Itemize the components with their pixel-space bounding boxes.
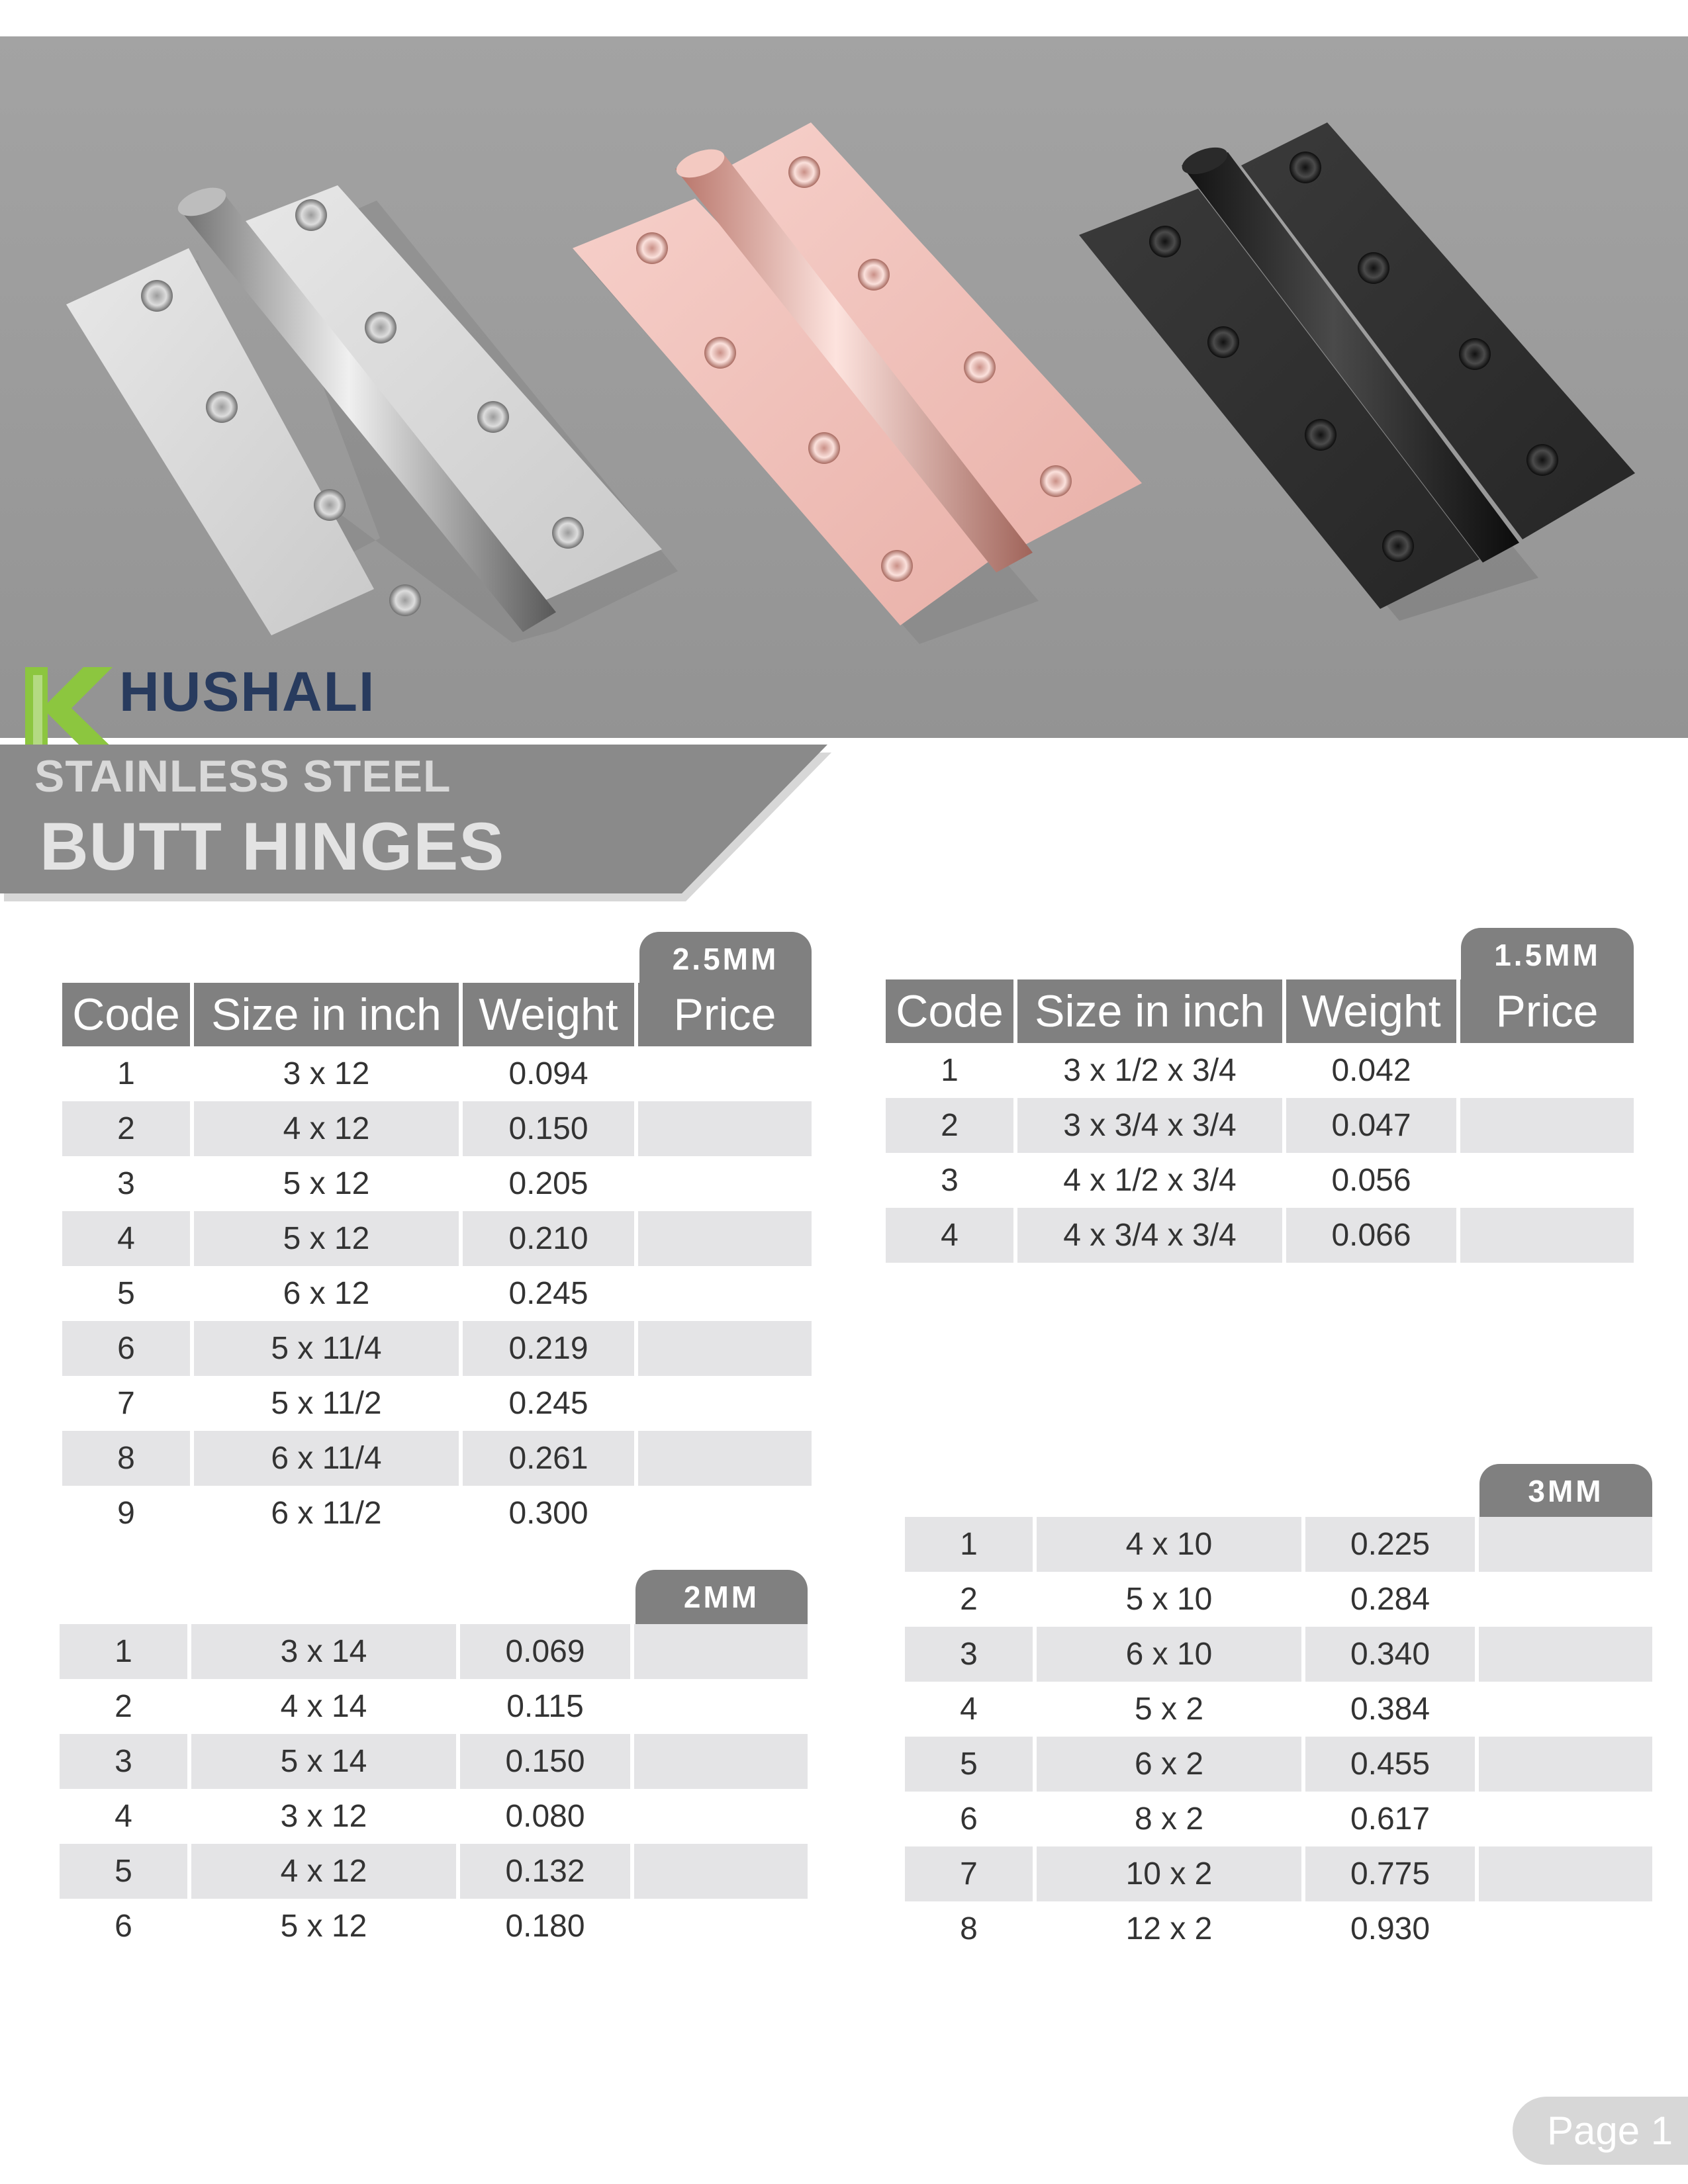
cell-price — [632, 1734, 808, 1789]
cell-price — [1458, 1098, 1634, 1153]
table-tab-2mm: 2MM — [635, 1570, 808, 1624]
table-row — [62, 1211, 812, 1266]
cell-size: 6 x 11/4 — [192, 1431, 461, 1486]
header-size: Size in inch — [192, 983, 461, 1046]
header-price: Price — [1458, 979, 1634, 1043]
cell-code: 5 — [62, 1266, 192, 1321]
cell-price — [1477, 1792, 1652, 1846]
cell-size: 6 x 11/2 — [192, 1486, 461, 1541]
cell-code: 3 — [60, 1734, 189, 1789]
cell-price — [1458, 1153, 1634, 1208]
cell-price — [632, 1789, 808, 1844]
cell-code: 9 — [62, 1486, 192, 1541]
table-row — [60, 1679, 808, 1734]
cell-size: 4 x 1/2 x 3/4 — [1015, 1153, 1284, 1208]
cell-code: 1 — [60, 1624, 189, 1679]
table-tab-2-5mm: 2.5MM — [639, 932, 812, 986]
table-row — [62, 1156, 812, 1211]
cell-code: 4 — [905, 1682, 1035, 1737]
table-row — [886, 1098, 1634, 1153]
header-price: Price — [636, 983, 812, 1046]
cell-code: 1 — [886, 1043, 1015, 1098]
cell-size: 5 x 12 — [192, 1211, 461, 1266]
cell-price — [636, 1486, 812, 1541]
cell-weight: 0.132 — [458, 1844, 632, 1899]
cell-code: 3 — [905, 1627, 1035, 1682]
cell-code: 7 — [62, 1376, 192, 1431]
header-weight: Weight — [461, 983, 636, 1046]
cell-weight: 0.225 — [1303, 1517, 1477, 1572]
cell-code: 3 — [886, 1153, 1015, 1208]
table-tab-1-5mm: 1.5MM — [1461, 928, 1634, 982]
table-row — [905, 1572, 1652, 1627]
cell-code: 1 — [905, 1517, 1035, 1572]
cell-weight: 0.284 — [1303, 1572, 1477, 1627]
cell-weight: 0.300 — [461, 1486, 636, 1541]
cell-size: 5 x 12 — [192, 1156, 461, 1211]
table-row — [62, 1431, 812, 1486]
cell-weight: 0.930 — [1303, 1901, 1477, 1956]
cell-weight: 0.180 — [458, 1899, 632, 1954]
table-row — [60, 1734, 808, 1789]
table-row — [905, 1682, 1652, 1737]
table-row — [60, 1789, 808, 1844]
cell-size: 5 x 14 — [189, 1734, 458, 1789]
cell-weight: 0.775 — [1303, 1846, 1477, 1901]
cell-code: 6 — [62, 1321, 192, 1376]
cell-weight: 0.455 — [1303, 1737, 1477, 1792]
cell-code: 1 — [62, 1046, 192, 1101]
table-row — [886, 1153, 1634, 1208]
cell-size: 4 x 3/4 x 3/4 — [1015, 1208, 1284, 1263]
cell-size: 6 x 2 — [1035, 1737, 1303, 1792]
cell-code: 2 — [886, 1098, 1015, 1153]
cell-weight: 0.094 — [461, 1046, 636, 1101]
table-row — [905, 1737, 1652, 1792]
cell-price — [632, 1624, 808, 1679]
cell-weight: 0.219 — [461, 1321, 636, 1376]
cell-weight: 0.261 — [461, 1431, 636, 1486]
table-row — [62, 1486, 812, 1541]
cell-size: 5 x 11/4 — [192, 1321, 461, 1376]
cell-price — [636, 1431, 812, 1486]
cell-size: 10 x 2 — [1035, 1846, 1303, 1901]
cell-code: 2 — [60, 1679, 189, 1734]
header-weight: Weight — [1284, 979, 1458, 1043]
cell-weight: 0.080 — [458, 1789, 632, 1844]
cell-code: 6 — [60, 1899, 189, 1954]
table-row — [905, 1627, 1652, 1682]
cell-weight: 0.245 — [461, 1376, 636, 1431]
cell-price — [632, 1679, 808, 1734]
cell-size: 3 x 3/4 x 3/4 — [1015, 1098, 1284, 1153]
table-row — [62, 1101, 812, 1156]
cell-code: 5 — [905, 1737, 1035, 1792]
cell-size: 4 x 10 — [1035, 1517, 1303, 1572]
cell-weight: 0.245 — [461, 1266, 636, 1321]
page-number: Page 1 — [1513, 2097, 1688, 2165]
table-header-row — [62, 983, 812, 1046]
cell-code: 5 — [60, 1844, 189, 1899]
cell-price — [1458, 1043, 1634, 1098]
header-size: Size in inch — [1015, 979, 1284, 1043]
header-code: Code — [886, 979, 1015, 1043]
cell-size: 8 x 2 — [1035, 1792, 1303, 1846]
header-code: Code — [62, 983, 192, 1046]
cell-weight: 0.056 — [1284, 1153, 1458, 1208]
cell-price — [632, 1899, 808, 1954]
spec-table-3mm — [905, 1517, 1652, 1956]
cell-weight: 0.210 — [461, 1211, 636, 1266]
cell-price — [1477, 1737, 1652, 1792]
cell-weight: 0.042 — [1284, 1043, 1458, 1098]
table-row — [60, 1624, 808, 1679]
table-row — [886, 1208, 1634, 1263]
table-row — [905, 1792, 1652, 1846]
cell-size: 3 x 12 — [192, 1046, 461, 1101]
cell-weight: 0.205 — [461, 1156, 636, 1211]
cell-price — [1477, 1627, 1652, 1682]
cell-price — [1477, 1846, 1652, 1901]
cell-size: 5 x 10 — [1035, 1572, 1303, 1627]
table-row — [905, 1901, 1652, 1956]
cell-size: 5 x 2 — [1035, 1682, 1303, 1737]
cell-size: 4 x 12 — [192, 1101, 461, 1156]
cell-price — [632, 1844, 808, 1899]
banner-subtitle: STAINLESS STEEL — [34, 751, 451, 801]
cell-size: 6 x 10 — [1035, 1627, 1303, 1682]
cell-size: 6 x 12 — [192, 1266, 461, 1321]
cell-code: 4 — [886, 1208, 1015, 1263]
table-row — [62, 1376, 812, 1431]
cell-weight: 0.066 — [1284, 1208, 1458, 1263]
table-row — [886, 1043, 1634, 1098]
cell-size: 3 x 1/2 x 3/4 — [1015, 1043, 1284, 1098]
cell-weight: 0.115 — [458, 1679, 632, 1734]
cell-price — [636, 1046, 812, 1101]
table-row — [60, 1899, 808, 1954]
cell-size: 4 x 12 — [189, 1844, 458, 1899]
cell-code: 4 — [62, 1211, 192, 1266]
table-row — [905, 1517, 1652, 1572]
table-header-row — [886, 979, 1634, 1043]
cell-size: 12 x 2 — [1035, 1901, 1303, 1956]
cell-weight: 0.617 — [1303, 1792, 1477, 1846]
cell-price — [636, 1211, 812, 1266]
cell-code: 7 — [905, 1846, 1035, 1901]
table-row — [62, 1321, 812, 1376]
cell-weight: 0.384 — [1303, 1682, 1477, 1737]
table-row — [62, 1266, 812, 1321]
cell-code: 3 — [62, 1156, 192, 1211]
cell-size: 3 x 12 — [189, 1789, 458, 1844]
table-row — [60, 1844, 808, 1899]
cell-code: 2 — [905, 1572, 1035, 1627]
cell-price — [636, 1376, 812, 1431]
black-hinge-icon — [1079, 122, 1635, 621]
cell-price — [636, 1266, 812, 1321]
cell-price — [1458, 1208, 1634, 1263]
page-title: BUTT HINGES — [40, 809, 505, 884]
hero-product-image — [0, 36, 1688, 738]
cell-code: 8 — [905, 1901, 1035, 1956]
cell-code: 2 — [62, 1101, 192, 1156]
cell-price — [1477, 1517, 1652, 1572]
cell-code: 8 — [62, 1431, 192, 1486]
cell-price — [1477, 1901, 1652, 1956]
cell-weight: 0.047 — [1284, 1098, 1458, 1153]
cell-price — [636, 1101, 812, 1156]
table-row — [905, 1846, 1652, 1901]
spec-table-2mm — [60, 1624, 808, 1954]
spec-table-1-5mm — [886, 979, 1634, 1263]
spec-table-2-5mm — [62, 983, 812, 1541]
cell-size: 4 x 14 — [189, 1679, 458, 1734]
cell-price — [1477, 1682, 1652, 1737]
cell-weight: 0.150 — [458, 1734, 632, 1789]
cell-size: 5 x 12 — [189, 1899, 458, 1954]
cell-size: 3 x 14 — [189, 1624, 458, 1679]
cell-size: 5 x 11/2 — [192, 1376, 461, 1431]
cell-price — [636, 1321, 812, 1376]
cell-price — [636, 1156, 812, 1211]
brand-wordmark: HUSHALI — [119, 660, 376, 723]
cell-code: 6 — [905, 1792, 1035, 1846]
cell-weight: 0.340 — [1303, 1627, 1477, 1682]
cell-price — [1477, 1572, 1652, 1627]
table-tab-3mm: 3MM — [1479, 1464, 1652, 1518]
cell-code: 4 — [60, 1789, 189, 1844]
table-row — [62, 1046, 812, 1101]
cell-weight: 0.150 — [461, 1101, 636, 1156]
cell-weight: 0.069 — [458, 1624, 632, 1679]
